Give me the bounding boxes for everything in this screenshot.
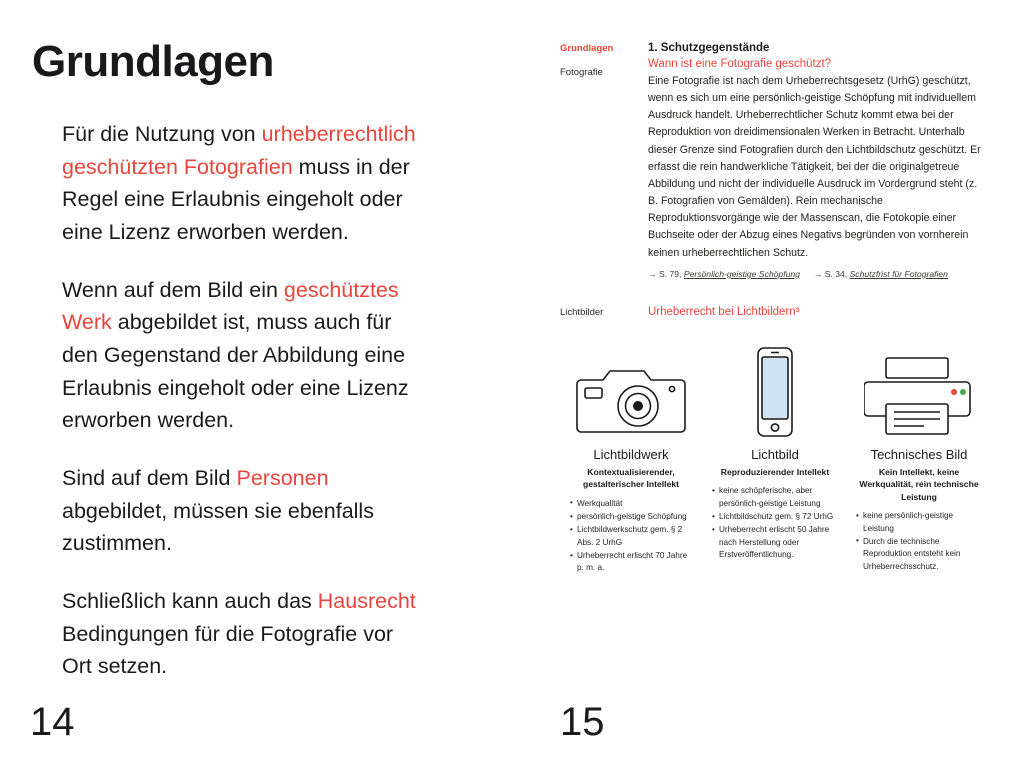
camera-icon (566, 346, 696, 438)
crossref-link[interactable]: Schutzfrist für Fotografien (849, 268, 948, 279)
text-run: Für die Nutzung von (62, 122, 262, 146)
section-schutzgegenstaende (560, 42, 984, 279)
smartphone-icon (710, 346, 840, 438)
list-item: • Werkqualität (570, 498, 692, 510)
crossref-page: S. 34, (824, 268, 848, 279)
card-lichtbild (710, 346, 840, 576)
card-title: Lichtbildwerk (593, 446, 669, 462)
card-bullets (710, 485, 840, 561)
section-2-content (648, 306, 984, 320)
card-subtitle: Kontextualisierender, gestalterischer Intellekt (582, 466, 679, 490)
section-question: Wann ist eine Fotografie geschützt? (648, 58, 832, 70)
paragraph-3 (62, 462, 426, 560)
printer-icon (854, 346, 984, 438)
list-item: • Durch die technische Reproduktion entsteht kein Urheberrechsschutz. (856, 536, 982, 573)
text-run: Sind auf dem Bild (62, 466, 237, 491)
card-bullets (854, 510, 984, 572)
page-number-right: 15 (560, 700, 605, 744)
card-subtitle: Reproduzierender Intellekt (720, 466, 830, 477)
highlight-term: urheberrechtlich geschützten Fotografien (62, 122, 416, 179)
section-lichtbilder (560, 306, 984, 320)
list-item: • keine schöpferische, aber persönlich-geistige Leistung (712, 485, 838, 510)
margin-column-2 (560, 306, 636, 320)
card-bullets (566, 498, 696, 575)
left-body-text (32, 118, 456, 683)
text-run: muss in der Regel eine Erlaubnis eingeholt oder eine Lizenz erworben werden. (62, 154, 410, 245)
list-item: • persönlich-geistige Schöpfung (570, 511, 692, 523)
text-run: Bedingungen für die Fotografie vor Ort setzen. (62, 621, 394, 679)
margin-note-chapter: Grundlagen (560, 43, 614, 54)
card-title: Lichtbild (751, 446, 799, 462)
crossref-link[interactable]: Persönlich-geistige Schöpfung (683, 268, 800, 279)
card-lichtbildwerk (566, 346, 696, 576)
list-item: • keine persönlich-geistige Leistung (856, 510, 982, 535)
highlight-term: Hausrecht (317, 589, 416, 614)
highlight-term: Personen (236, 466, 329, 491)
margin-note-topic-fotografie: Fotografie (560, 67, 603, 79)
crossref-page: S. 79, (658, 268, 682, 279)
page-right (512, 0, 1024, 768)
highlight-term: geschütztes Werk (62, 277, 399, 335)
crossreference-list (648, 269, 984, 279)
paragraph-2 (62, 274, 426, 437)
paragraph-1 (62, 118, 426, 249)
paragraph-4 (62, 585, 426, 683)
margin-note-topic-lichtbilder: Lichtbilder (560, 306, 604, 318)
crossref-arrow: → (648, 268, 657, 279)
section-body: Eine Fotografie ist nach dem Urheberrechtsgesetz (UrhG) geschützt, wenn es sich um eine persönlich-geistige Schöpfung mit individuellem Ausdruck handelt. Urheberrechtlicher Schutz kommt etwa bei der Reproduktion von dreidimensionalen Werken in Betracht. Unterhalb dieser Grenze sind Fotografien durch den Lichtbildschutz geschützt. Er erfasst die rein handwerkliche Tätigkeit, bei der die originalgetreue Abbildung und nicht der individuelle Ausdruck im Vordergrund steht (z. B. Fotografien von Gemälden). Rein mechanische Reproduktionsvorgänge wie der Massenscan, die Fotokopie einer Buchseite oder der Abzug eines Negativs begründen von vornherein keinen urheberrechtlichen Schutz. (648, 75, 981, 259)
text-run: Schließlich kann auch das (62, 589, 318, 614)
page-title: Grundlagen (32, 37, 274, 86)
text-run: abgebildet ist, muss auch für den Gegenstand der Abbildung eine Erlaubnis eingeholt oder eine Lizenz erworben werden. (62, 310, 409, 433)
text-run: Wenn auf dem Bild ein (62, 277, 284, 302)
section-heading: 1. Schutzgegenstände (648, 42, 770, 54)
margin-column-1 (560, 42, 636, 279)
text-run: abgebildet, müssen sie ebenfalls zustimmen. (62, 498, 374, 556)
card-subtitle: Kein Intellekt, keine Werkqualität, rein technische Leistung (859, 466, 979, 502)
section-1-content (648, 42, 984, 279)
list-item: • Urheberrecht erlischt 70 Jahre p. m. a. (570, 550, 692, 575)
list-item: • Urheberrecht erlischt 50 Jahre nach Herstellung oder Erstveröffentlichung. (712, 524, 838, 561)
list-item: • Lichtbildwerkschutz gem. § 2 Abs. 2 UrhG (570, 524, 692, 549)
crossref-arrow: → (813, 268, 823, 279)
page-number-left: 14 (30, 700, 75, 744)
comparison-cards (560, 346, 984, 576)
card-title: Technisches Bild (870, 446, 968, 462)
card-technisches-bild (854, 346, 984, 576)
list-item: • Lichtbildschutz gem. § 72 UrhG (712, 511, 838, 523)
section-2-heading: Urheberrecht bei Lichtbildern³ (648, 305, 800, 318)
